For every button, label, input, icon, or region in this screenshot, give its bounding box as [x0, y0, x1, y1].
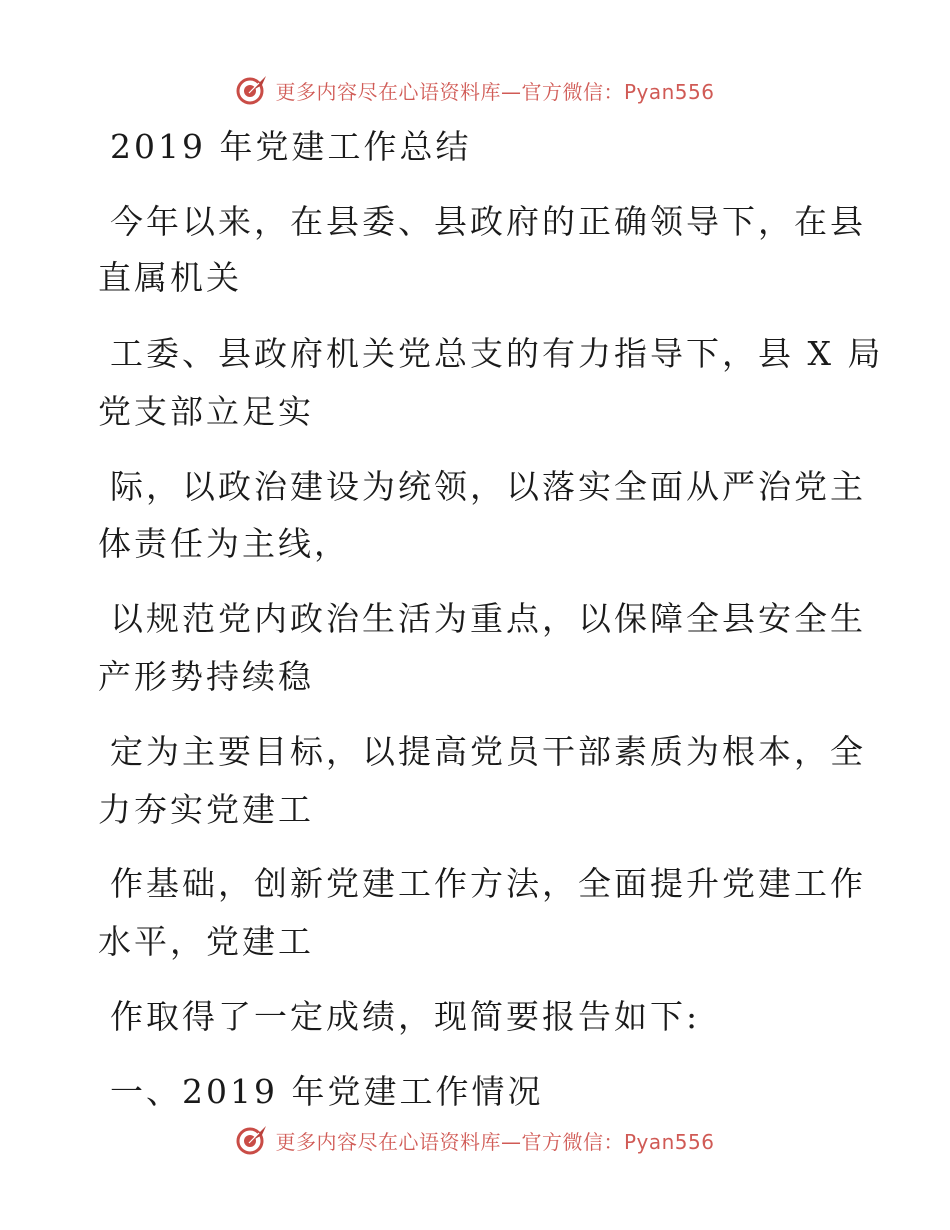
- paragraph-line: 作基础，创新党建工作方法，全面提升党建工作: [110, 864, 866, 903]
- paragraph-line: 水平，党建工: [98, 922, 314, 961]
- paragraph-line: 今年以来，在县委、县政府的正确领导下，在县: [110, 202, 866, 241]
- section-heading: 一、2019 年党建工作情况: [110, 1072, 544, 1111]
- paragraph-line: 际，以政治建设为统领，以落实全面从严治党主: [110, 467, 866, 506]
- paragraph-line: 产形势持续稳: [98, 657, 314, 696]
- paragraph-line: 力夯实党建工: [98, 790, 314, 829]
- paragraph-line: 以规范党内政治生活为重点，以保障全县安全生: [110, 599, 866, 638]
- feather-quill-logo-icon: [235, 1123, 269, 1157]
- watermark-text: 更多内容尽在心语资料库—官方微信：Pyan556: [275, 79, 715, 104]
- document-title: 2019 年党建工作总结: [110, 127, 472, 166]
- watermark-banner-bottom: [0, 1120, 950, 1160]
- paragraph-line: 定为主要目标，以提高党员干部素质为根本，全: [110, 732, 866, 771]
- paragraph-line: 作取得了一定成绩，现简要报告如下:: [110, 997, 701, 1036]
- paragraph-line: 工委、县政府机关党总支的有力指导下，县 X 局: [110, 334, 884, 373]
- watermark-text: 更多内容尽在心语资料库—官方微信：Pyan556: [275, 1129, 715, 1154]
- paragraph-line: 党支部立足实: [98, 392, 314, 431]
- paragraph-line: 体责任为主线，: [98, 524, 350, 563]
- paragraph-line: 直属机关: [98, 258, 242, 297]
